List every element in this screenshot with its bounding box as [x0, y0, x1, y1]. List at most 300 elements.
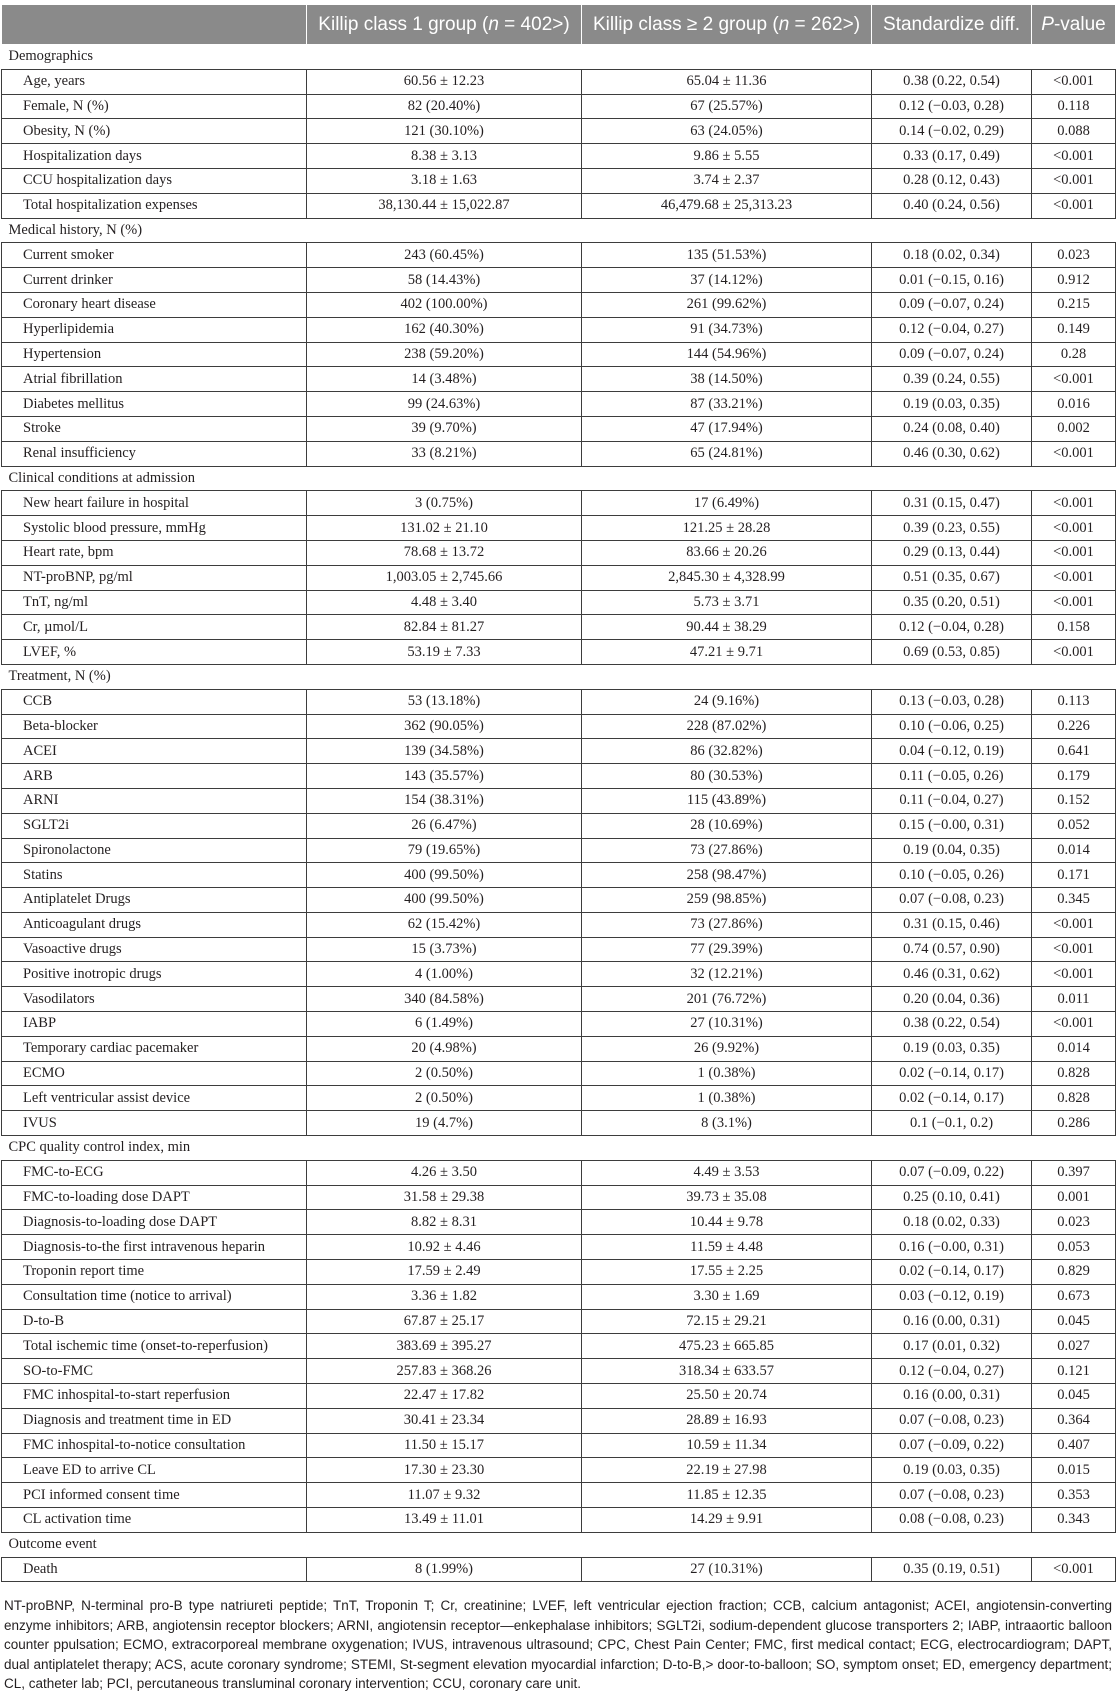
- stddiff-value: 0.12 (−0.04, 0.28): [872, 615, 1032, 640]
- table-row: [2, 317, 1116, 342]
- stddiff-value: 0.04 (−0.12, 0.19): [872, 739, 1032, 764]
- row-label: PCI informed consent time: [2, 1483, 307, 1508]
- pvalue: 0.641: [1032, 739, 1116, 764]
- stddiff-value: 0.07 (−0.08, 0.23): [872, 888, 1032, 913]
- row-label: Hyperlipidemia: [2, 317, 307, 342]
- group2-value: 475.23 ± 665.85: [582, 1334, 872, 1359]
- group2-value: 11.59 ± 4.48: [582, 1235, 872, 1260]
- group1-value: 8.82 ± 8.31: [307, 1210, 582, 1235]
- group1-value: 383.69 ± 395.27: [307, 1334, 582, 1359]
- pvalue: 0.014: [1032, 838, 1116, 863]
- table-row: [2, 268, 1116, 293]
- group2-value: 4.49 ± 3.53: [582, 1160, 872, 1185]
- pvalue: 0.912: [1032, 268, 1116, 293]
- table-row: [2, 392, 1116, 417]
- row-label: Temporary cardiac pacemaker: [2, 1036, 307, 1061]
- table-row: [2, 516, 1116, 541]
- row-label: FMC inhospital-to-notice consultation: [2, 1433, 307, 1458]
- stddiff-value: 0.19 (0.03, 0.35): [872, 392, 1032, 417]
- group1-value: 79 (19.65%): [307, 838, 582, 863]
- group2-value: 63 (24.05%): [582, 119, 872, 144]
- group1-value: 17.30 ± 23.30: [307, 1458, 582, 1483]
- stddiff-value: 0.11 (−0.04, 0.27): [872, 788, 1032, 813]
- stddiff-value: 0.25 (0.10, 0.41): [872, 1185, 1032, 1210]
- row-label: Positive inotropic drugs: [2, 962, 307, 987]
- stddiff-value: 0.39 (0.24, 0.55): [872, 367, 1032, 392]
- row-label: Anticoagulant drugs: [2, 912, 307, 937]
- stddiff-value: 0.07 (−0.09, 0.22): [872, 1160, 1032, 1185]
- pvalue: 0.045: [1032, 1384, 1116, 1409]
- group1-value: 162 (40.30%): [307, 317, 582, 342]
- pvalue: 0.828: [1032, 1061, 1116, 1086]
- table-row: [2, 1036, 1116, 1061]
- stddiff-value: 0.13 (−0.03, 0.28): [872, 689, 1032, 714]
- pvalue: 0.829: [1032, 1260, 1116, 1285]
- row-label: Heart rate, bpm: [2, 540, 307, 565]
- pvalue: 0.011: [1032, 987, 1116, 1012]
- table-row: [2, 367, 1116, 392]
- pvalue: 0.014: [1032, 1036, 1116, 1061]
- stddiff-value: 0.35 (0.20, 0.51): [872, 590, 1032, 615]
- section-title: Outcome event: [2, 1532, 1116, 1557]
- group1-value: 38,130.44 ± 15,022.87: [307, 193, 582, 218]
- group2-value: 261 (99.62%): [582, 292, 872, 317]
- pvalue: 0.088: [1032, 119, 1116, 144]
- group2-value: 25.50 ± 20.74: [582, 1384, 872, 1409]
- pvalue: 0.345: [1032, 888, 1116, 913]
- row-label: Diagnosis-to-the first intravenous heparin: [2, 1235, 307, 1260]
- table-row: [2, 1384, 1116, 1409]
- group2-value: 121.25 ± 28.28: [582, 516, 872, 541]
- group2-value: 11.85 ± 12.35: [582, 1483, 872, 1508]
- table-row: [2, 94, 1116, 119]
- group1-value: 22.47 ± 17.82: [307, 1384, 582, 1409]
- header-pvalue: P-value: [1032, 5, 1116, 45]
- row-label: D-to-B: [2, 1309, 307, 1334]
- group2-value: 86 (32.82%): [582, 739, 872, 764]
- table-row: [2, 640, 1116, 665]
- row-label: FMC inhospital-to-start reperfusion: [2, 1384, 307, 1409]
- stddiff-value: 0.20 (0.04, 0.36): [872, 987, 1032, 1012]
- stddiff-value: 0.16 (0.00, 0.31): [872, 1384, 1032, 1409]
- group1-value: 67.87 ± 25.17: [307, 1309, 582, 1334]
- row-label: Vasodilators: [2, 987, 307, 1012]
- table-row: [2, 1284, 1116, 1309]
- group2-value: 47.21 ± 9.71: [582, 640, 872, 665]
- pvalue: 0.179: [1032, 764, 1116, 789]
- group2-value: 1 (0.38%): [582, 1086, 872, 1111]
- stddiff-value: 0.01 (−0.15, 0.16): [872, 268, 1032, 293]
- group1-value: 1,003.05 ± 2,745.66: [307, 565, 582, 590]
- group2-value: 90.44 ± 38.29: [582, 615, 872, 640]
- stddiff-value: 0.15 (−0.00, 0.31): [872, 813, 1032, 838]
- table-row: [2, 1012, 1116, 1037]
- pvalue: 0.002: [1032, 416, 1116, 441]
- stddiff-value: 0.02 (−0.14, 0.17): [872, 1061, 1032, 1086]
- stddiff-value: 0.38 (0.22, 0.54): [872, 1012, 1032, 1037]
- stddiff-value: 0.16 (0.00, 0.31): [872, 1309, 1032, 1334]
- group2-value: 8 (3.1%): [582, 1111, 872, 1136]
- stddiff-value: 0.08 (−0.08, 0.23): [872, 1508, 1032, 1533]
- group1-value: 39 (9.70%): [307, 416, 582, 441]
- group2-value: 28 (10.69%): [582, 813, 872, 838]
- stddiff-value: 0.18 (0.02, 0.34): [872, 243, 1032, 268]
- group2-value: 80 (30.53%): [582, 764, 872, 789]
- table-row: [2, 491, 1116, 516]
- row-label: Obesity, N (%): [2, 119, 307, 144]
- pvalue: 0.397: [1032, 1160, 1116, 1185]
- row-label: SO-to-FMC: [2, 1359, 307, 1384]
- stddiff-value: 0.19 (0.04, 0.35): [872, 838, 1032, 863]
- group1-value: 139 (34.58%): [307, 739, 582, 764]
- group2-value: 83.66 ± 20.26: [582, 540, 872, 565]
- row-label: Left ventricular assist device: [2, 1086, 307, 1111]
- pvalue: 0.286: [1032, 1111, 1116, 1136]
- group2-value: 10.44 ± 9.78: [582, 1210, 872, 1235]
- group2-value: 258 (98.47%): [582, 863, 872, 888]
- pvalue: 0.023: [1032, 1210, 1116, 1235]
- stddiff-value: 0.02 (−0.14, 0.17): [872, 1260, 1032, 1285]
- table-row: [2, 292, 1116, 317]
- row-label: Stroke: [2, 416, 307, 441]
- stddiff-value: 0.16 (−0.00, 0.31): [872, 1235, 1032, 1260]
- group1-value: 20 (4.98%): [307, 1036, 582, 1061]
- group2-value: 9.86 ± 5.55: [582, 144, 872, 169]
- group1-value: 82.84 ± 81.27: [307, 615, 582, 640]
- row-label: TnT, ng/ml: [2, 590, 307, 615]
- group1-value: 4 (1.00%): [307, 962, 582, 987]
- table-row: [2, 1359, 1116, 1384]
- group2-value: 17.55 ± 2.25: [582, 1260, 872, 1285]
- group2-value: 22.19 ± 27.98: [582, 1458, 872, 1483]
- stddiff-value: 0.07 (−0.09, 0.22): [872, 1433, 1032, 1458]
- table-row: [2, 342, 1116, 367]
- table-row: [2, 615, 1116, 640]
- row-label: ACEI: [2, 739, 307, 764]
- row-label: Troponin report time: [2, 1260, 307, 1285]
- group1-value: 3.18 ± 1.63: [307, 168, 582, 193]
- table-row: [2, 714, 1116, 739]
- group2-value: 259 (98.85%): [582, 888, 872, 913]
- row-label: LVEF, %: [2, 640, 307, 665]
- group2-value: 46,479.68 ± 25,313.23: [582, 193, 872, 218]
- header-stddiff: Standardize diff.: [872, 5, 1032, 45]
- pvalue: 0.343: [1032, 1508, 1116, 1533]
- pvalue: <0.001: [1032, 69, 1116, 94]
- table-row: [2, 243, 1116, 268]
- row-label: Spironolactone: [2, 838, 307, 863]
- group1-value: 400 (99.50%): [307, 888, 582, 913]
- row-label: Total ischemic time (onset-to-reperfusion): [2, 1334, 307, 1359]
- table-row: [2, 1185, 1116, 1210]
- characteristics-table: [1, 4, 1116, 1582]
- group2-value: 17 (6.49%): [582, 491, 872, 516]
- stddiff-value: 0.31 (0.15, 0.47): [872, 491, 1032, 516]
- row-label: SGLT2i: [2, 813, 307, 838]
- group1-value: 10.92 ± 4.46: [307, 1235, 582, 1260]
- section-title: Clinical conditions at admission: [2, 466, 1116, 491]
- section-header-row: [2, 1532, 1116, 1557]
- pvalue: <0.001: [1032, 1557, 1116, 1582]
- table-row: [2, 416, 1116, 441]
- section-header-row: [2, 466, 1116, 491]
- table-row: [2, 441, 1116, 466]
- pvalue: <0.001: [1032, 491, 1116, 516]
- stddiff-value: 0.17 (0.01, 0.32): [872, 1334, 1032, 1359]
- table-row: [2, 1235, 1116, 1260]
- pvalue: <0.001: [1032, 193, 1116, 218]
- pvalue: 0.171: [1032, 863, 1116, 888]
- group1-value: 14 (3.48%): [307, 367, 582, 392]
- stddiff-value: 0.28 (0.12, 0.43): [872, 168, 1032, 193]
- row-label: Current smoker: [2, 243, 307, 268]
- group2-value: 27 (10.31%): [582, 1557, 872, 1582]
- section-title: Medical history, N (%): [2, 218, 1116, 243]
- pvalue: 0.353: [1032, 1483, 1116, 1508]
- table-row: [2, 1433, 1116, 1458]
- group2-value: 201 (76.72%): [582, 987, 872, 1012]
- group1-value: 15 (3.73%): [307, 937, 582, 962]
- table-row: [2, 1557, 1116, 1582]
- group2-value: 3.74 ± 2.37: [582, 168, 872, 193]
- group2-value: 28.89 ± 16.93: [582, 1408, 872, 1433]
- pvalue: 0.28: [1032, 342, 1116, 367]
- table-row: [2, 689, 1116, 714]
- stddiff-value: 0.14 (−0.02, 0.29): [872, 119, 1032, 144]
- row-label: CCB: [2, 689, 307, 714]
- table-row: [2, 540, 1116, 565]
- table-row: [2, 937, 1116, 962]
- row-label: Atrial fibrillation: [2, 367, 307, 392]
- stddiff-value: 0.03 (−0.12, 0.19): [872, 1284, 1032, 1309]
- group1-value: 400 (99.50%): [307, 863, 582, 888]
- group2-value: 10.59 ± 11.34: [582, 1433, 872, 1458]
- row-label: Death: [2, 1557, 307, 1582]
- row-label: Vasoactive drugs: [2, 937, 307, 962]
- stddiff-value: 0.39 (0.23, 0.55): [872, 516, 1032, 541]
- row-label: CCU hospitalization days: [2, 168, 307, 193]
- group1-value: 154 (38.31%): [307, 788, 582, 813]
- pvalue: 0.023: [1032, 243, 1116, 268]
- row-label: Total hospitalization expenses: [2, 193, 307, 218]
- stddiff-value: 0.09 (−0.07, 0.24): [872, 342, 1032, 367]
- stddiff-value: 0.35 (0.19, 0.51): [872, 1557, 1032, 1582]
- pvalue: 0.158: [1032, 615, 1116, 640]
- pvalue: 0.015: [1032, 1458, 1116, 1483]
- pvalue: 0.113: [1032, 689, 1116, 714]
- pvalue: <0.001: [1032, 441, 1116, 466]
- row-label: Antiplatelet Drugs: [2, 888, 307, 913]
- group1-value: 11.07 ± 9.32: [307, 1483, 582, 1508]
- pvalue: 0.226: [1032, 714, 1116, 739]
- pvalue: 0.118: [1032, 94, 1116, 119]
- group1-value: 8.38 ± 3.13: [307, 144, 582, 169]
- stddiff-value: 0.10 (−0.05, 0.26): [872, 863, 1032, 888]
- pvalue: 0.001: [1032, 1185, 1116, 1210]
- table-row: [2, 1483, 1116, 1508]
- group1-value: 4.26 ± 3.50: [307, 1160, 582, 1185]
- table-row: [2, 1210, 1116, 1235]
- table-row: [2, 1160, 1116, 1185]
- group2-value: 73 (27.86%): [582, 912, 872, 937]
- group1-value: 31.58 ± 29.38: [307, 1185, 582, 1210]
- row-label: Statins: [2, 863, 307, 888]
- pvalue: <0.001: [1032, 640, 1116, 665]
- table-row: [2, 912, 1116, 937]
- table-row: [2, 863, 1116, 888]
- group2-value: 73 (27.86%): [582, 838, 872, 863]
- group2-value: 2,845.30 ± 4,328.99: [582, 565, 872, 590]
- stddiff-value: 0.46 (0.31, 0.62): [872, 962, 1032, 987]
- pvalue: 0.149: [1032, 317, 1116, 342]
- group1-value: 60.56 ± 12.23: [307, 69, 582, 94]
- group2-value: 67 (25.57%): [582, 94, 872, 119]
- pvalue: <0.001: [1032, 540, 1116, 565]
- stddiff-value: 0.24 (0.08, 0.40): [872, 416, 1032, 441]
- group1-value: 82 (20.40%): [307, 94, 582, 119]
- row-label: Cr, µmol/L: [2, 615, 307, 640]
- group2-value: 65.04 ± 11.36: [582, 69, 872, 94]
- group2-value: 1 (0.38%): [582, 1061, 872, 1086]
- pvalue: 0.407: [1032, 1433, 1116, 1458]
- pvalue: <0.001: [1032, 565, 1116, 590]
- group2-value: 26 (9.92%): [582, 1036, 872, 1061]
- group2-value: 72.15 ± 29.21: [582, 1309, 872, 1334]
- table-row: [2, 987, 1116, 1012]
- row-label: New heart failure in hospital: [2, 491, 307, 516]
- row-label: Female, N (%): [2, 94, 307, 119]
- group1-value: 402 (100.00%): [307, 292, 582, 317]
- group1-value: 99 (24.63%): [307, 392, 582, 417]
- group2-value: 65 (24.81%): [582, 441, 872, 466]
- table-row: [2, 1408, 1116, 1433]
- row-label: Diagnosis and treatment time in ED: [2, 1408, 307, 1433]
- group1-value: 11.50 ± 15.17: [307, 1433, 582, 1458]
- stddiff-value: 0.38 (0.22, 0.54): [872, 69, 1032, 94]
- section-header-row: [2, 45, 1116, 70]
- stddiff-value: 0.11 (−0.05, 0.26): [872, 764, 1032, 789]
- row-label: ECMO: [2, 1061, 307, 1086]
- section-title: CPC quality control index, min: [2, 1136, 1116, 1161]
- row-label: IVUS: [2, 1111, 307, 1136]
- row-label: FMC-to-loading dose DAPT: [2, 1185, 307, 1210]
- table-row: [2, 119, 1116, 144]
- row-label: Hypertension: [2, 342, 307, 367]
- group2-value: 135 (51.53%): [582, 243, 872, 268]
- stddiff-value: 0.46 (0.30, 0.62): [872, 441, 1032, 466]
- pvalue: 0.016: [1032, 392, 1116, 417]
- group2-value: 32 (12.21%): [582, 962, 872, 987]
- row-label: ARNI: [2, 788, 307, 813]
- table-row: [2, 1334, 1116, 1359]
- table-row: [2, 764, 1116, 789]
- table-row: [2, 788, 1116, 813]
- pvalue: 0.121: [1032, 1359, 1116, 1384]
- table-row: [2, 168, 1116, 193]
- group1-value: 6 (1.49%): [307, 1012, 582, 1037]
- group1-value: 2 (0.50%): [307, 1061, 582, 1086]
- table-row: [2, 1260, 1116, 1285]
- group1-value: 362 (90.05%): [307, 714, 582, 739]
- group1-value: 8 (1.99%): [307, 1557, 582, 1582]
- group1-value: 62 (15.42%): [307, 912, 582, 937]
- group1-value: 3 (0.75%): [307, 491, 582, 516]
- header-group2: Killip class ≥ 2 group (n = 262>): [582, 5, 872, 45]
- group1-value: 121 (30.10%): [307, 119, 582, 144]
- row-label: Systolic blood pressure, mmHg: [2, 516, 307, 541]
- section-title: Treatment, N (%): [2, 664, 1116, 689]
- stddiff-value: 0.10 (−0.06, 0.25): [872, 714, 1032, 739]
- pvalue: <0.001: [1032, 962, 1116, 987]
- group1-value: 238 (59.20%): [307, 342, 582, 367]
- row-label: Diagnosis-to-loading dose DAPT: [2, 1210, 307, 1235]
- group2-value: 144 (54.96%): [582, 342, 872, 367]
- row-label: Diabetes mellitus: [2, 392, 307, 417]
- group2-value: 77 (29.39%): [582, 937, 872, 962]
- group2-value: 115 (43.89%): [582, 788, 872, 813]
- table-row: [2, 1111, 1116, 1136]
- group1-value: 53.19 ± 7.33: [307, 640, 582, 665]
- pvalue: <0.001: [1032, 1012, 1116, 1037]
- row-label: CL activation time: [2, 1508, 307, 1533]
- group2-value: 5.73 ± 3.71: [582, 590, 872, 615]
- group1-value: 243 (60.45%): [307, 243, 582, 268]
- pvalue: <0.001: [1032, 144, 1116, 169]
- group2-value: 27 (10.31%): [582, 1012, 872, 1037]
- group1-value: 340 (84.58%): [307, 987, 582, 1012]
- table-row: [2, 888, 1116, 913]
- stddiff-value: 0.51 (0.35, 0.67): [872, 565, 1032, 590]
- table-row: [2, 1061, 1116, 1086]
- group1-value: 143 (35.57%): [307, 764, 582, 789]
- header-group1: Killip class 1 group (n = 402>): [307, 5, 582, 45]
- section-header-row: [2, 664, 1116, 689]
- table-row: [2, 565, 1116, 590]
- group1-value: 58 (14.43%): [307, 268, 582, 293]
- row-label: Renal insufficiency: [2, 441, 307, 466]
- group1-value: 78.68 ± 13.72: [307, 540, 582, 565]
- section-title: Demographics: [2, 45, 1116, 70]
- row-label: NT-proBNP, pg/ml: [2, 565, 307, 590]
- pvalue: 0.673: [1032, 1284, 1116, 1309]
- stddiff-value: 0.33 (0.17, 0.49): [872, 144, 1032, 169]
- stddiff-value: 0.29 (0.13, 0.44): [872, 540, 1032, 565]
- stddiff-value: 0.69 (0.53, 0.85): [872, 640, 1032, 665]
- group1-value: 30.41 ± 23.34: [307, 1408, 582, 1433]
- table-row: [2, 962, 1116, 987]
- group1-value: 131.02 ± 21.10: [307, 516, 582, 541]
- table-row: [2, 1458, 1116, 1483]
- group1-value: 53 (13.18%): [307, 689, 582, 714]
- table-row: [2, 838, 1116, 863]
- stddiff-value: 0.74 (0.57, 0.90): [872, 937, 1032, 962]
- row-label: FMC-to-ECG: [2, 1160, 307, 1185]
- group2-value: 24 (9.16%): [582, 689, 872, 714]
- pvalue: 0.053: [1032, 1235, 1116, 1260]
- group2-value: 38 (14.50%): [582, 367, 872, 392]
- stddiff-value: 0.19 (0.03, 0.35): [872, 1036, 1032, 1061]
- pvalue: 0.045: [1032, 1309, 1116, 1334]
- pvalue: 0.052: [1032, 813, 1116, 838]
- table-row: [2, 69, 1116, 94]
- table-row: [2, 1508, 1116, 1533]
- group1-value: 33 (8.21%): [307, 441, 582, 466]
- table-row: [2, 1309, 1116, 1334]
- pvalue: <0.001: [1032, 912, 1116, 937]
- row-label: Current drinker: [2, 268, 307, 293]
- row-label: IABP: [2, 1012, 307, 1037]
- row-label: Leave ED to arrive CL: [2, 1458, 307, 1483]
